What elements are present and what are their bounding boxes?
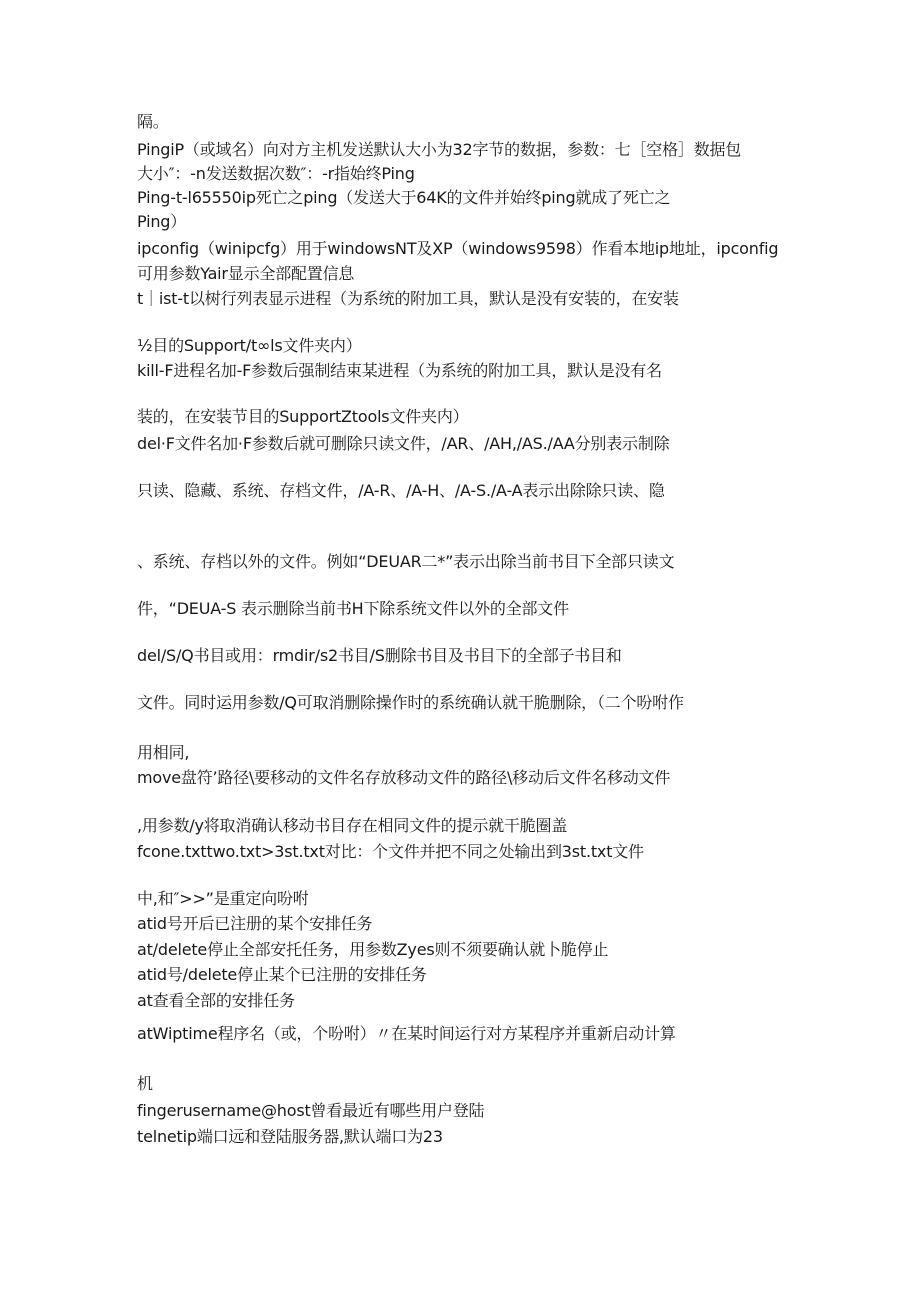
text-line: PingiP（或域名）向对方主机发送默认大小为32字节的数据，参数：七［空格］数据包 (137, 140, 742, 159)
text-line: kill-F进程名加-F参数后强制结束某进程（为系统的附加工具，默认是没有名 (137, 361, 662, 380)
text-line: move盘符’路径\要移动的文件名存放移动文件的路径\移动后文件名移动文件 (137, 768, 671, 787)
text-line: 大小″：-n发送数据次数″：-r指始终Ping (137, 164, 415, 183)
text-line: Ping） (137, 212, 187, 231)
text-line: 可用参数Yair显示全部配置信息 (137, 264, 355, 283)
text-line: at查看全部的安排任务 (137, 991, 295, 1010)
text-line: fingerusername@host曾看最近有哪些用户登陆 (137, 1101, 485, 1120)
text-line: ipconfig（winipcfg）用于windowsNT及XP（windows9598）作看本地ip地址，ipconfig (137, 239, 779, 258)
text-line: atWiptime程序名（或，个吩咐）〃在某时间运行对方某程序并重新启动计算 (137, 1024, 676, 1043)
text-line: 文件。同时运用参数/Q可取消删除操作时的系统确认就干脆删除，（二个吩咐作 (137, 693, 684, 712)
text-line: 隔。 (137, 112, 169, 131)
text-line: 件，“DEUA-S 表示删除当前书H下除系统文件以外的全部文件 (137, 599, 569, 618)
text-line: atid号开后已注册的某个安排任务 (137, 914, 373, 933)
text-line: at/delete停止全部安托任务，用参数Zyes则不须要确认就卜脆停止 (137, 940, 609, 959)
text-line: ½目的Support∕t∞ls文件夹内） (137, 336, 362, 355)
text-line: del·F文件名加·F参数后就可删除只读文件，/AR、/AH,/AS./AA分别表示制除 (137, 434, 670, 453)
text-line: ,用参数/y将取消确认移动书目存在相同文件的提示就干脆圈盖 (137, 816, 568, 835)
text-line: Ping-t-l65550ip死亡之ping（发送大于64K的文件并始终ping就成了死亡之 (137, 188, 671, 207)
text-line: 机 (137, 1074, 153, 1093)
text-line: 装的，在安装节目的SupportZtools文件夹内） (137, 407, 469, 426)
text-line: telnetip端口远和登陆服务器,默认端口为23 (137, 1127, 443, 1146)
text-line: 中,和″>>”是重定向吩咐 (137, 889, 309, 908)
text-line: del/S/Q书目或用：rmdir/s2书目/S删除书目及书目下的全部子书目和 (137, 646, 622, 665)
text-line: atid号/delete停止某个已注册的安排任务 (137, 965, 427, 984)
text-line: fcone.txttwo.txt>3st.txt对比：个文件并把不同之处输出到3st.txt文件 (137, 842, 644, 861)
text-line: 、系统、存档以外的文件。例如“DEUAR二*”表示出除当前书目下全部只读文 (137, 552, 675, 571)
text-line: 只读、隐藏、系统、存档文件，/A-R、/A-H、/A-S./A-A表示出除除只读、隐 (137, 481, 665, 500)
text-line: t｜ist-t以树行列表显示进程（为系统的附加工具，默认是没有安装的，在安装 (137, 289, 679, 308)
text-line: 用相同, (137, 743, 190, 762)
